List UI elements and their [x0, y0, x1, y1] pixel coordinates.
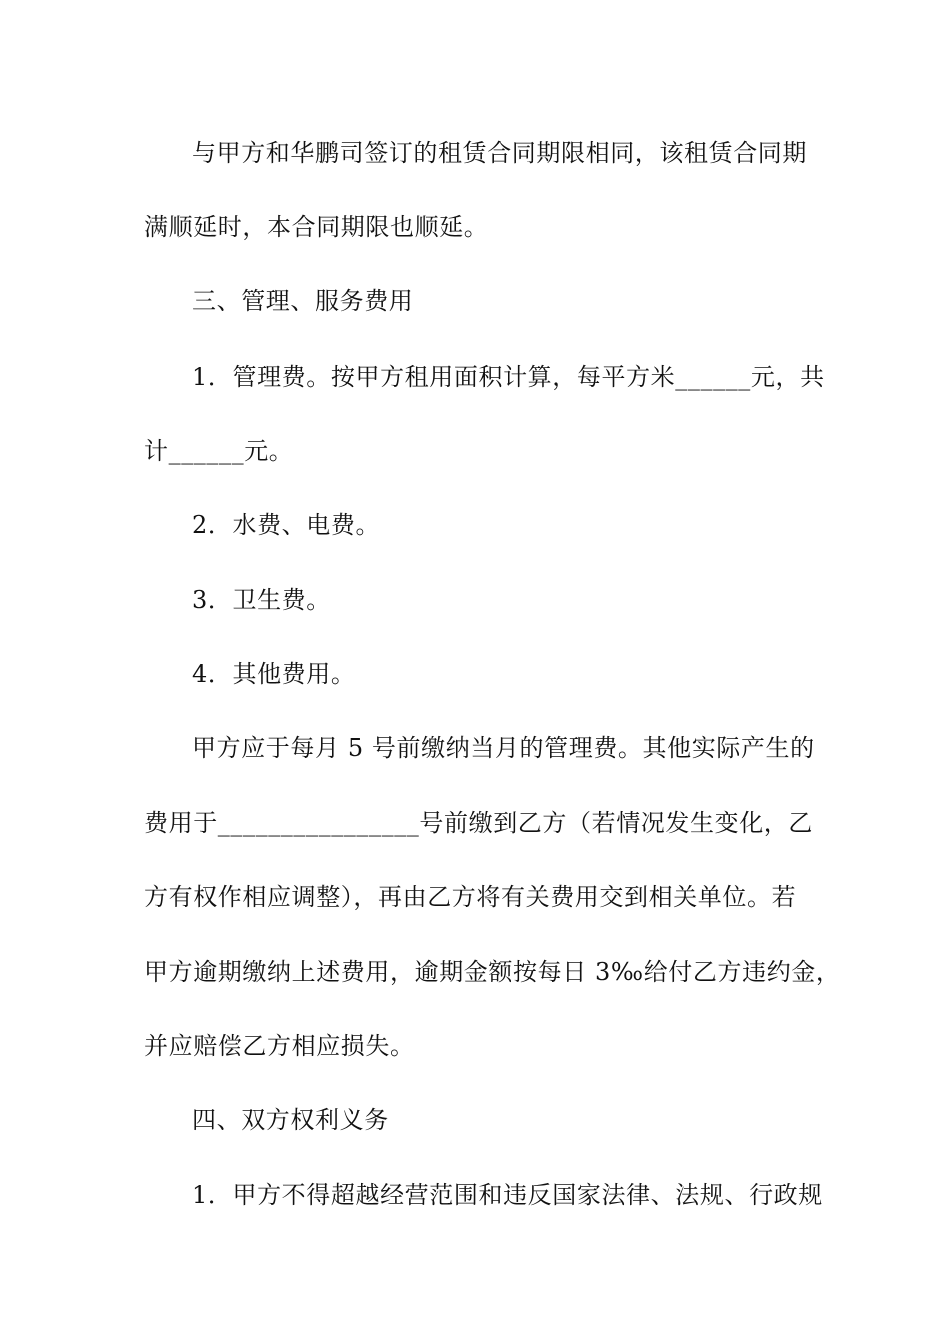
paragraph-line: 计______元。 [144, 437, 294, 465]
paragraph-line: 甲方逾期缴纳上述费用，逾期金额按每日 3‰给付乙方违约金， [144, 958, 841, 986]
paragraph-line: 满顺延时，本合同期限也顺延。 [144, 213, 489, 241]
list-item: 1．管理费。按甲方租用面积计算，每平方米______元，共 [192, 363, 825, 391]
paragraph-line: 与甲方和华鹏司签订的租赁合同期限相同，该租赁合同期 [192, 139, 807, 167]
section-heading: 三、管理、服务费用 [192, 287, 414, 315]
list-item: 2．水费、电费。 [192, 511, 381, 539]
paragraph-line: 方有权作相应调整），再由乙方将有关费用交到相关单位。若 [144, 883, 797, 911]
section-heading: 四、双方权利义务 [192, 1106, 389, 1134]
list-item: 3．卫生费。 [192, 586, 331, 614]
paragraph-line: 甲方应于每月 5 号前缴纳当月的管理费。其他实际产生的 [192, 734, 815, 762]
list-item: 4．其他费用。 [192, 660, 356, 688]
list-item: 1．甲方不得超越经营范围和违反国家法律、法规、行政规 [192, 1181, 823, 1209]
paragraph-line: 并应赔偿乙方相应损失。 [144, 1032, 415, 1060]
paragraph-line: 费用于________________号前缴到乙方（若情况发生变化，乙 [144, 809, 813, 837]
